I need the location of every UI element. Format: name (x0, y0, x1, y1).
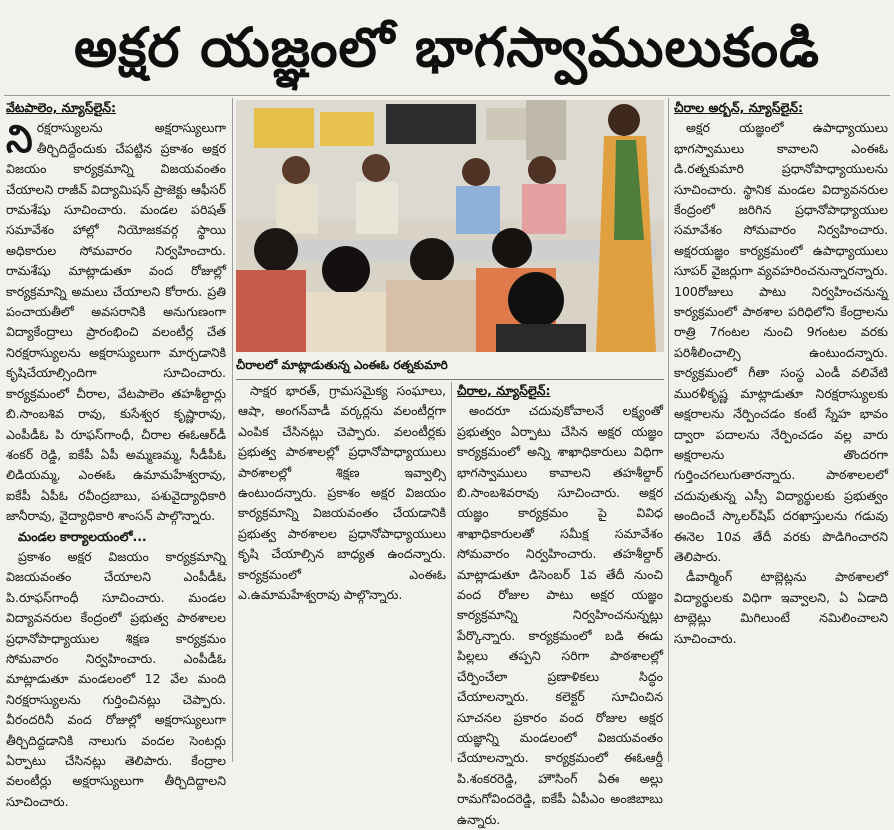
drop-cap: ని (6, 117, 33, 162)
story-paragraph: అందరూ చదువుకోవాలనే లక్ష్యంతో ప్రభుత్వం ఏర్పాటు చేసిన అక్షర యజ్ఞం కార్యక్రమంలో అన్ని శాఖాధికారులు విధిగా భాగస్వాములు కావాలని తహశీల్దార్ బి.సాంబశివరావు సూచించారు. అక్షర యజ్ఞం కార్యక్రమం పై వివిధ శాఖాధికారులతో సమీక్ష సమావేశం సోమవారం నిర్వహించారు. తహశీల్దార్ మాట్లాడుతూ డిసెంబర్ 1వ తేదీ నుంచి వంద రోజుల పాటు అక్షర యజ్ఞం కార్యక్రమాన్ని నిర్వహించనున్నట్లు పేర్కొన్నారు. కార్యక్రమంలో బడి ఈడు పిల్లలు తప్పని సరిగా పాఠశాలల్లో చేర్పించేలా ప్రణాళికలు సిద్ధం చేయాలన్నారు. కలెక్టర్ సూచించిన సూచనల ప్రకారం వంద రోజుల అక్షర యజ్ఞాన్ని మండలంలో విజయవంతం చేయాలన్నారు. కార్యక్రమంలో ఈఓఆర్డీ పి.శంకరరెడ్డి, హౌసింగ్ ఏఈ అల్లు రామగోవిందరెడ్డి, ఐకేపీ ఏపీఎం అంజిబాబు ఉన్నారు. (457, 403, 663, 827)
column-divider (451, 382, 452, 762)
story-dateline: వేటపాలెం, న్యూస్‌లైన్: (6, 100, 116, 115)
headline-rule (4, 95, 890, 96)
meeting-photo-illustration (236, 100, 664, 352)
news-photo (236, 100, 664, 352)
story-paragraph (6, 118, 226, 526)
story-paragraph: అక్షర యజ్ఞంలో ఉపాధ్యాయులు భాగస్వాములు కావాలని ఎంఈఓ డి.రత్నకుమారి ప్రధానోపాధ్యాయులను సూచించారు. స్థానిక మండల విద్యావనరుల కేంద్రంలో జరిగిన ప్రధానోపాధ్యాయుల సమావేశం సోమవారం నిర్వహించారు. అక్షరయజ్ఞం కార్యక్రమంలో ఉపాధ్యాయులు సూపర్ వైజర్లుగా వ్యవహరించనున్నారన్నారు. 100రోజులు పాటు నిర్వహించనున్న కార్యక్రమంలో పాఠశాల పరిధిలోని కేంద్రాలను రాత్రి 7గంటల నుంచి 9గంటల వరకు పరిశీలించాల్సి ఉంటుందన్నారు. కార్యక్రమంలో గీతా సంస్థ ఎండీ వలివేటి మురళీకృష్ణ మాట్లాడుతూ నిరక్షరాస్యులకు అక్షరాలను నేర్పించడం కంటే స్నేహ భావం ద్వారా పదాలను నేర్పించడం వల్ల వారు అక్షరాలను తొందరగా గుర్తించగలుగుతారన్నారు. పాఠశాలలలో చదువుతున్న ఎస్సీ విద్యార్థులకు ప్రభుత్వం అందించే స్కాలర్‌షిప్ దరఖాస్తులను గడువు ఈనెల 10వ తేదీ వరకు పొడిగించారని తెలిపారు. (674, 120, 888, 564)
column-divider (668, 98, 669, 762)
story-paragraph: సాక్షర భారత్, గ్రామసమైక్య సంఘాలు, ఆషా, అంగన్‌వాడీ వర్కర్లను వలంటీర్లగా ఎంపిక చేసినట్లు చెప్పారు. వలంటీర్లకు ప్రభుత్వ పాఠశాలల్లో ప్రధానోపాధ్యాయులు పాఠశాలల్లో శిక్షణ ఇవ్వాల్సి ఉంటుందన్నారు. ప్రకాశం అక్షర విజయం కార్యక్రమాన్ని విజయవంతం చేయడానికి ప్రభుత్వ పాఠశాలల ప్రధానోపాధ్యాయులు కృషి చేయాల్సిన బాధ్యత ఉందన్నారు. కార్యక్రమంలో ఎంఈఓ ఎ.ఉమామహేశ్వరావు పాల్గొన్నారు. (238, 383, 446, 603)
story-vetapalem-continued (238, 381, 446, 761)
caption-rule (236, 379, 664, 380)
story-chirala-urban (674, 98, 888, 762)
story-vetapalem (6, 98, 226, 809)
paragraph-text: రక్షరాస్యులను అక్షరాస్యులుగా తీర్చిదిద్దేందుకు చేపట్టిన ప్రకాశం అక్షర విజయం కార్యక్రమాన్ని విజయవంతం చేయాలని రాజీవ్ విద్యామిషన్ ప్రాజెక్టు ఆఫీసర్ రామశేషు సూచించారు. మండల పరిషత్ సమావేశం హాల్లో నియోజకవర్గ స్థాయి అధికారుల సోమవారం నిర్వహించారు. రామశేషు మాట్లాడుతూ వంద రోజుల్లో కార్యక్రమాన్ని అమలు చేయాలని కోరారు. ప్రతి పంచాయతీలో అవసరానికి అనుగుణంగా విద్యాకేంద్రాలు ప్రారంభించి వలంటీర్ల చేత నిరక్షరాస్యులను అక్షరాస్యులుగా మార్చడానికి కృషిచేయాల్సిందిగా సూచించారు. కార్యక్రమంలో చీరాల, వేటపాలెం తహశీల్దార్లు బి.సాంబశివ రావు, కుసేశ్వర కృష్ణారావు, ఎంపీడీఓ పి రూఫస్‌గాంధీ, చీరాల ఈఓఆర్‌డీ శంకర్ రెడ్డి, ఐకేపీ ఏపీ అమ్మణమ్మ, సీడీపీఓ లిడియమ్మ, ఎంఈఓ ఉమామహేశ్వరావు, ఐకేపీ ఏపీఓ రవీంద్రబాబు, పశువైద్యాధికారి జానీరావు, వైద్యాధికారి శాంసన్ పాల్గొన్నారు. (6, 120, 226, 524)
story-chirala (457, 381, 663, 827)
story-dateline: చీరాల, న్యూస్‌లైన్: (457, 383, 551, 398)
story-dateline: చీరాల అర్బన్, న్యూస్‌లైన్: (674, 100, 803, 115)
story-paragraph: ప్రకాశం అక్షర విజయం కార్యక్రమాన్ని విజయవంతం చేయాలని ఎంపీడీఓ పి.రూఫస్‌గాంధీ సూచించారు. మండల విద్యావనరుల కేంద్రంలో ప్రభుత్వ పాఠశాలల ప్రధానోపాధ్యాయుల శిక్షణ కార్యక్రమం సోమవారం నిర్వహించారు. ఎంపీడీఓ మాట్లాడుతూ మండలంలో 12 వేల మంది నిరక్షరాస్యులను గుర్తించినట్లు చెప్పారు. వీరందరినీ వంద రోజుల్లో అక్షరాస్యులుగా తీర్చిదిద్దడానికి నాలుగు వందల సెంటర్లు ఏర్పాటు చేసినట్లు తెలిపారు. కేంద్రాల వలంటీర్లు అక్షరాస్యులుగా తీర్చిదిద్దాలని సూచించారు. (6, 548, 226, 809)
story-subhead: మండల కార్యాలయంలో... (18, 528, 147, 544)
column-divider (232, 98, 233, 762)
story-paragraph: డీవార్మింగ్ టాబ్లెట్లను పాఠశాలలో విద్యార్థులకు విధిగా ఇవ్వాలని, ఏ ఏడాది టాబ్లెట్లు మిగిలుంటే నమిలించాలని సూచించారు. (674, 569, 888, 646)
headline: అక్షర యజ్ఞంలో భాగస్వాములుకండి (74, 16, 820, 79)
photo-caption: చీరాలలో మాట్లాడుతున్న ఎంఈఓ రత్నకుమారి (236, 358, 448, 372)
